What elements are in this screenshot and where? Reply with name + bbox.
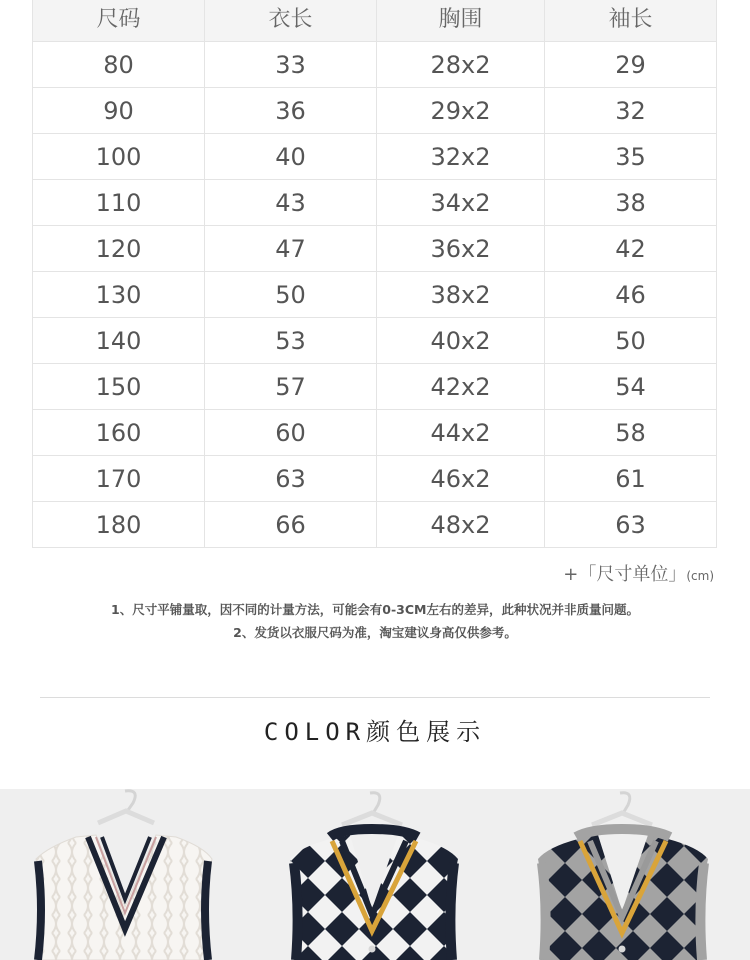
cell-size: 150 bbox=[33, 364, 205, 410]
cell-chest: 48x2 bbox=[377, 502, 545, 548]
table-row bbox=[33, 272, 717, 318]
cell-length: 33 bbox=[205, 42, 377, 88]
cell-sleeve: 61 bbox=[545, 456, 717, 502]
header-length: 衣长 bbox=[205, 0, 377, 42]
cell-length: 53 bbox=[205, 318, 377, 364]
table-row bbox=[33, 180, 717, 226]
table-row bbox=[33, 134, 717, 180]
cell-chest: 36x2 bbox=[377, 226, 545, 272]
cell-size: 140 bbox=[33, 318, 205, 364]
table-row bbox=[33, 88, 717, 134]
table-row bbox=[33, 318, 717, 364]
table-row bbox=[33, 502, 717, 548]
product-photos bbox=[0, 789, 750, 960]
size-table-body bbox=[33, 42, 717, 548]
table-row bbox=[33, 456, 717, 502]
cell-chest: 28x2 bbox=[377, 42, 545, 88]
size-table-header-row bbox=[33, 0, 717, 42]
product-photo-strip bbox=[0, 789, 750, 960]
table-row bbox=[33, 364, 717, 410]
unit-line bbox=[563, 560, 714, 586]
cell-length: 57 bbox=[205, 364, 377, 410]
cell-sleeve: 58 bbox=[545, 410, 717, 456]
cell-length: 47 bbox=[205, 226, 377, 272]
cell-length: 60 bbox=[205, 410, 377, 456]
unit-value: (cm) bbox=[686, 569, 714, 583]
cell-chest: 40x2 bbox=[377, 318, 545, 364]
cell-sleeve: 50 bbox=[545, 318, 717, 364]
unit-label: +「尺寸单位」 bbox=[563, 564, 687, 585]
cell-length: 66 bbox=[205, 502, 377, 548]
cell-sleeve: 46 bbox=[545, 272, 717, 318]
cell-sleeve: 63 bbox=[545, 502, 717, 548]
cell-size: 100 bbox=[33, 134, 205, 180]
table-row bbox=[33, 42, 717, 88]
cell-chest: 44x2 bbox=[377, 410, 545, 456]
note-measurement: 1、尺寸平铺量取，因不同的计量方法，可能会有0-3CM左右的差异，此种状况并非质量问题。 bbox=[111, 602, 639, 617]
cell-chest: 32x2 bbox=[377, 134, 545, 180]
header-sleeve: 袖长 bbox=[545, 0, 717, 42]
cell-chest: 42x2 bbox=[377, 364, 545, 410]
cell-size: 130 bbox=[33, 272, 205, 318]
grey-argyle-vest-icon bbox=[538, 793, 708, 960]
cell-sleeve: 29 bbox=[545, 42, 717, 88]
cell-length: 40 bbox=[205, 134, 377, 180]
table-row bbox=[33, 410, 717, 456]
cell-size: 90 bbox=[33, 88, 205, 134]
header-chest: 胸围 bbox=[377, 0, 545, 42]
table-row bbox=[33, 226, 717, 272]
cell-size: 110 bbox=[33, 180, 205, 226]
cell-chest: 34x2 bbox=[377, 180, 545, 226]
cell-sleeve: 38 bbox=[545, 180, 717, 226]
cell-sleeve: 35 bbox=[545, 134, 717, 180]
cell-chest: 46x2 bbox=[377, 456, 545, 502]
cell-size: 180 bbox=[33, 502, 205, 548]
cell-length: 63 bbox=[205, 456, 377, 502]
cell-length: 43 bbox=[205, 180, 377, 226]
cell-size: 120 bbox=[33, 226, 205, 272]
navy-argyle-vest-icon bbox=[290, 793, 458, 960]
section-divider bbox=[40, 697, 710, 698]
white-vest-icon bbox=[36, 791, 212, 960]
cell-size: 80 bbox=[33, 42, 205, 88]
color-section-heading: COLOR颜色展示 bbox=[263, 718, 487, 746]
cell-chest: 29x2 bbox=[377, 88, 545, 134]
cell-length: 36 bbox=[205, 88, 377, 134]
cell-chest: 38x2 bbox=[377, 272, 545, 318]
cell-size: 170 bbox=[33, 456, 205, 502]
size-table bbox=[32, 0, 717, 548]
header-size: 尺码 bbox=[33, 0, 205, 42]
note-shipping: 2、发货以衣服尺码为准，淘宝建议身高仅供参考。 bbox=[233, 625, 517, 640]
cell-length: 50 bbox=[205, 272, 377, 318]
cell-sleeve: 42 bbox=[545, 226, 717, 272]
cell-sleeve: 32 bbox=[545, 88, 717, 134]
cell-size: 160 bbox=[33, 410, 205, 456]
cell-sleeve: 54 bbox=[545, 364, 717, 410]
